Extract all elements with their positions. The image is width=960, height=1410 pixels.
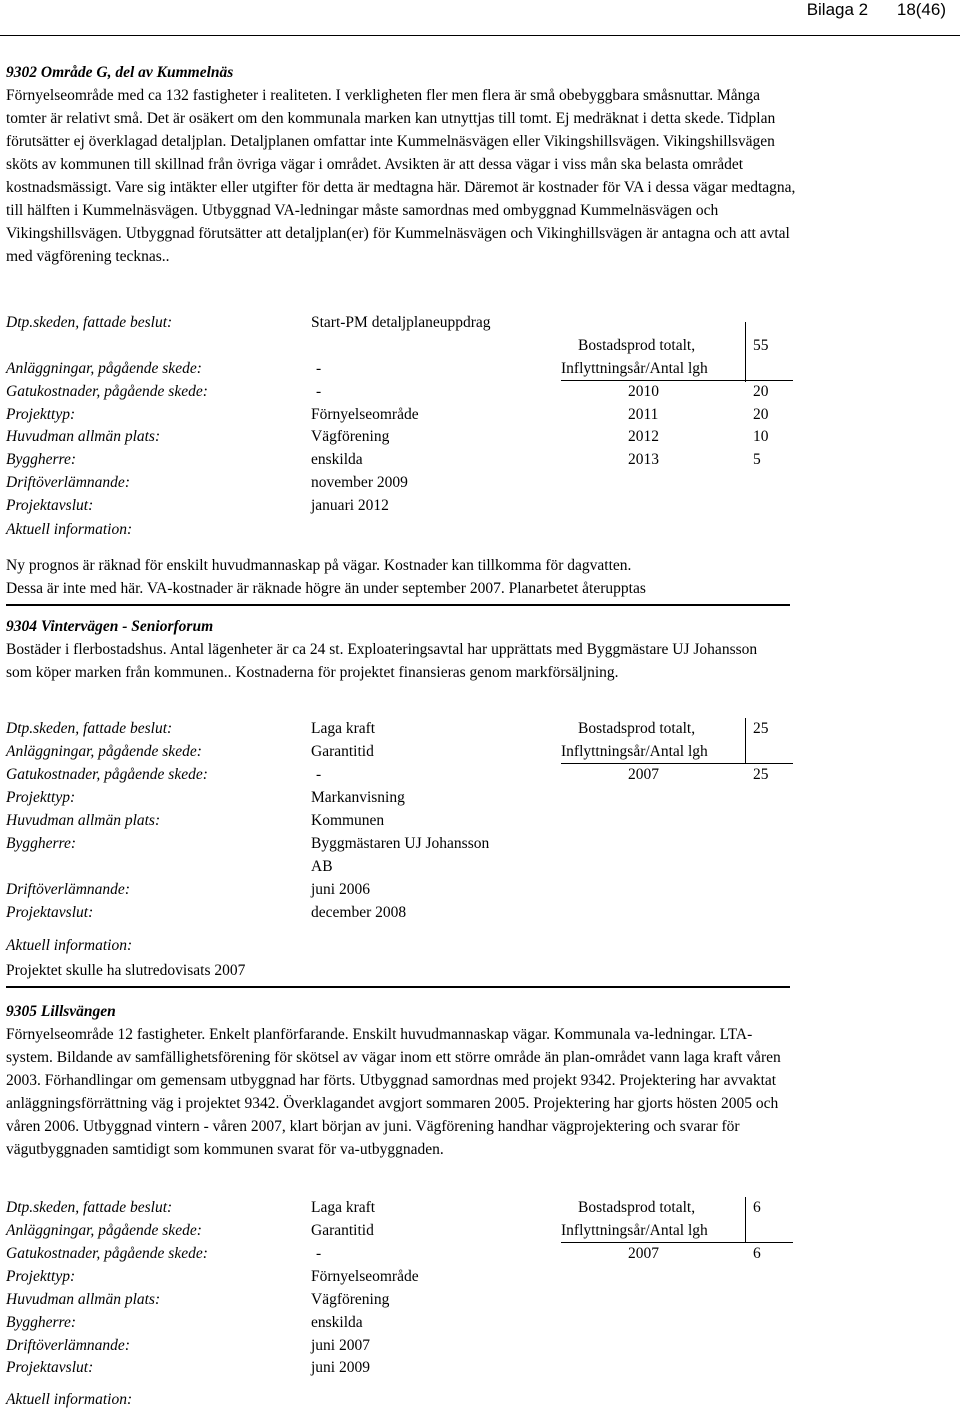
field-label: Projektavslut:	[6, 1359, 94, 1376]
field-value: Byggmästaren UJ Johansson	[311, 835, 490, 852]
field-value: Markanvisning	[311, 789, 405, 806]
field-label: Dtp.skeden, fattade beslut:	[6, 720, 173, 737]
field-label: Driftöverlämnande:	[6, 1337, 130, 1354]
aktuell-label: Aktuell information:	[6, 521, 133, 538]
field-label: Byggherre:	[6, 835, 77, 852]
page-number: 18(46)	[896, 0, 946, 19]
field-value: juni 2009	[311, 1359, 370, 1376]
field-value: -	[316, 360, 322, 377]
bostad-years-label: Inflyttningsår/Antal lgh	[561, 1222, 708, 1239]
field-value: Kommunen	[311, 812, 385, 829]
header-rule	[0, 35, 960, 36]
field-label: Projektavslut:	[6, 904, 94, 921]
field-value: Garantitid	[311, 743, 374, 760]
aktuell-text: Ny prognos är räknad för enskilt huvudmannaskap på vägar. Kostnader kan tillkomma för dagvatten.	[6, 557, 632, 574]
bostad-divider	[745, 1197, 746, 1243]
project-description: Bostäder i flerbostadshus. Antal lägenheter är ca 24 st. Exploateringsavtal har upprättats med Byggmästare UJ Johansson som köper marken från kommunen.. Kostnaderna för projektet finansieras genom markförsäljning.	[6, 641, 758, 681]
field-value: december 2008	[311, 904, 407, 921]
aktuell-text: Dessa är inte med här. VA-kostnader är räknade högre än under september 2007. Planarbetet återupptas	[6, 580, 646, 597]
bostad-count: 20	[753, 406, 769, 423]
field-value: -	[316, 766, 322, 783]
appendix-label: Bilaga 2	[806, 0, 869, 19]
field-value: Start-PM detaljplaneuppdrag	[311, 314, 491, 331]
project-description: Förnyelseområde 12 fastigheter. Enkelt planförfarande. Enskilt huvudmannaskap vägar. Kommunala va-ledningar. LTA-system. Bildande av samfällighetsförening för skötsel av vägar inom ett större område än plan-området vann laga kraft våren 2003. Förhandlingar om gemensam utbyggnad har förts. Utbyggnad samordnas med projekt 9342. Projektering har avvaktat anläggningsförrättning väg i projektet 9342. Överklagandet avgjort sommaren 2005. Projektering har gjorts hösten 2005 och våren 2006. Utbyggnad vintern - våren 2007, klart början av juni. Vägförening handhar vägprojektering och svarar för vägutbyggnaden samtidigt som kommunen svarat för va-utbyggnaden.	[6, 1026, 781, 1158]
bostad-years-label: Inflyttningsår/Antal lgh	[561, 743, 708, 760]
bostad-count: 5	[753, 451, 761, 468]
field-value: AB	[311, 858, 333, 875]
bostad-count: 20	[753, 383, 769, 400]
field-value: Vägförening	[311, 428, 390, 445]
project-title: 9305 Lillsvängen	[6, 1003, 116, 1020]
project-9305	[6, 1001, 781, 1161]
bostad-rule	[561, 380, 793, 381]
field-label: Huvudman allmän plats:	[6, 1291, 161, 1308]
field-value: Förnyelseområde	[311, 406, 419, 423]
bostad-total-label: Bostadsprod totalt,	[578, 720, 696, 737]
bostad-total-value: 55	[753, 337, 769, 354]
field-label: Dtp.skeden, fattade beslut:	[6, 314, 173, 331]
field-value: Laga kraft	[311, 720, 376, 737]
field-label: Huvudman allmän plats:	[6, 428, 161, 445]
bostad-year: 2007	[628, 1245, 659, 1262]
field-value: -	[316, 1245, 322, 1262]
field-label: Driftöverlämnande:	[6, 474, 130, 491]
field-label: Dtp.skeden, fattade beslut:	[6, 1199, 173, 1216]
bostad-total-value: 25	[753, 720, 769, 737]
field-label: Huvudman allmän plats:	[6, 812, 161, 829]
field-value: -	[316, 383, 322, 400]
field-label: Gatukostnader, pågående skede:	[6, 383, 208, 400]
bostad-year: 2013	[628, 451, 659, 468]
bostad-year: 2012	[628, 428, 659, 445]
section-divider	[6, 604, 790, 606]
aktuell-label: Aktuell information:	[6, 937, 133, 954]
field-label: Anläggningar, pågående skede:	[6, 743, 202, 760]
project-title: 9304 Vintervägen - Seniorforum	[6, 618, 214, 635]
bostad-total-label: Bostadsprod totalt,	[578, 1199, 696, 1216]
bostad-total-value: 6	[753, 1199, 761, 1216]
bostad-year: 2011	[628, 406, 659, 423]
field-value: Garantitid	[311, 1222, 374, 1239]
field-value: enskilda	[311, 451, 363, 468]
field-value: januari 2012	[311, 497, 389, 514]
field-label: Gatukostnader, pågående skede:	[6, 1245, 208, 1262]
field-label: Projekttyp:	[6, 406, 76, 423]
section-divider	[6, 986, 790, 988]
bostad-years-label: Inflyttningsår/Antal lgh	[561, 360, 708, 377]
bostad-year: 2010	[628, 383, 659, 400]
project-title: 9302 Område G, del av Kummelnäs	[6, 64, 234, 81]
field-value: november 2009	[311, 474, 408, 491]
aktuell-text: Projektet skulle ha slutredovisats 2007	[6, 962, 246, 979]
field-label: Byggherre:	[6, 1314, 77, 1331]
bostad-year: 2007	[628, 766, 659, 783]
bostad-total-label: Bostadsprod totalt,	[578, 337, 696, 354]
field-value: enskilda	[311, 1314, 363, 1331]
bostad-count: 25	[753, 766, 769, 783]
bostad-divider	[745, 718, 746, 764]
bostad-divider	[745, 322, 746, 382]
field-label: Projektavslut:	[6, 497, 94, 514]
field-label: Projekttyp:	[6, 1268, 76, 1285]
aktuell-label: Aktuell information:	[6, 1391, 133, 1408]
field-label: Projekttyp:	[6, 789, 76, 806]
field-label: Byggherre:	[6, 451, 77, 468]
field-label: Anläggningar, pågående skede:	[6, 360, 202, 377]
bostad-rule	[561, 763, 793, 764]
bostad-count: 10	[753, 428, 769, 445]
project-9302	[6, 62, 796, 268]
bostad-rule	[561, 1242, 793, 1243]
field-value: Förnyelseområde	[311, 1268, 419, 1285]
bostad-count: 6	[753, 1245, 761, 1262]
project-9304	[6, 616, 781, 684]
field-value: Laga kraft	[311, 1199, 376, 1216]
field-label: Gatukostnader, pågående skede:	[6, 766, 208, 783]
page-header	[783, 0, 946, 20]
field-value: Vägförening	[311, 1291, 390, 1308]
field-label: Driftöverlämnande:	[6, 881, 130, 898]
field-value: juni 2006	[311, 881, 370, 898]
project-description: Förnyelseområde med ca 132 fastigheter i realiteten. I verkligheten fler men flera är små obebyggbara småsnuttar. Många tomter är relativt små. Det är osäkert om den kommunala marken kan utnyttjas till tomt. Ej medräknat i detta skede. Tidplan förutsätter ej överklagad detaljplan. Detaljplanen omfattar inte Kummelnäsvägen eller Vikingshillsvägen. Vikingshillsvägen sköts av kommunen till skillnad från övriga vägar i området. Avsikten är att dessa vägar i viss mån ska belasta området kostnadsmässigt. Vare sig intäkter eller utgifter för detta är medtagna här. Däremot är kostnader för VA i dessa vägar medtagna, till hälften i Kummelnäsvägen. Utbyggnad VA-ledningar måste samordnas med ombyggnad Kummelnäsvägen och Vikingshillsvägen. Utbyggnad förutsätter att detaljplan(er) för Kummelnäsvägen och Vikinghillsvägen är antagna och att avtal med vägförening tecknas..	[6, 87, 796, 265]
field-label: Anläggningar, pågående skede:	[6, 1222, 202, 1239]
field-value: juni 2007	[311, 1337, 370, 1354]
